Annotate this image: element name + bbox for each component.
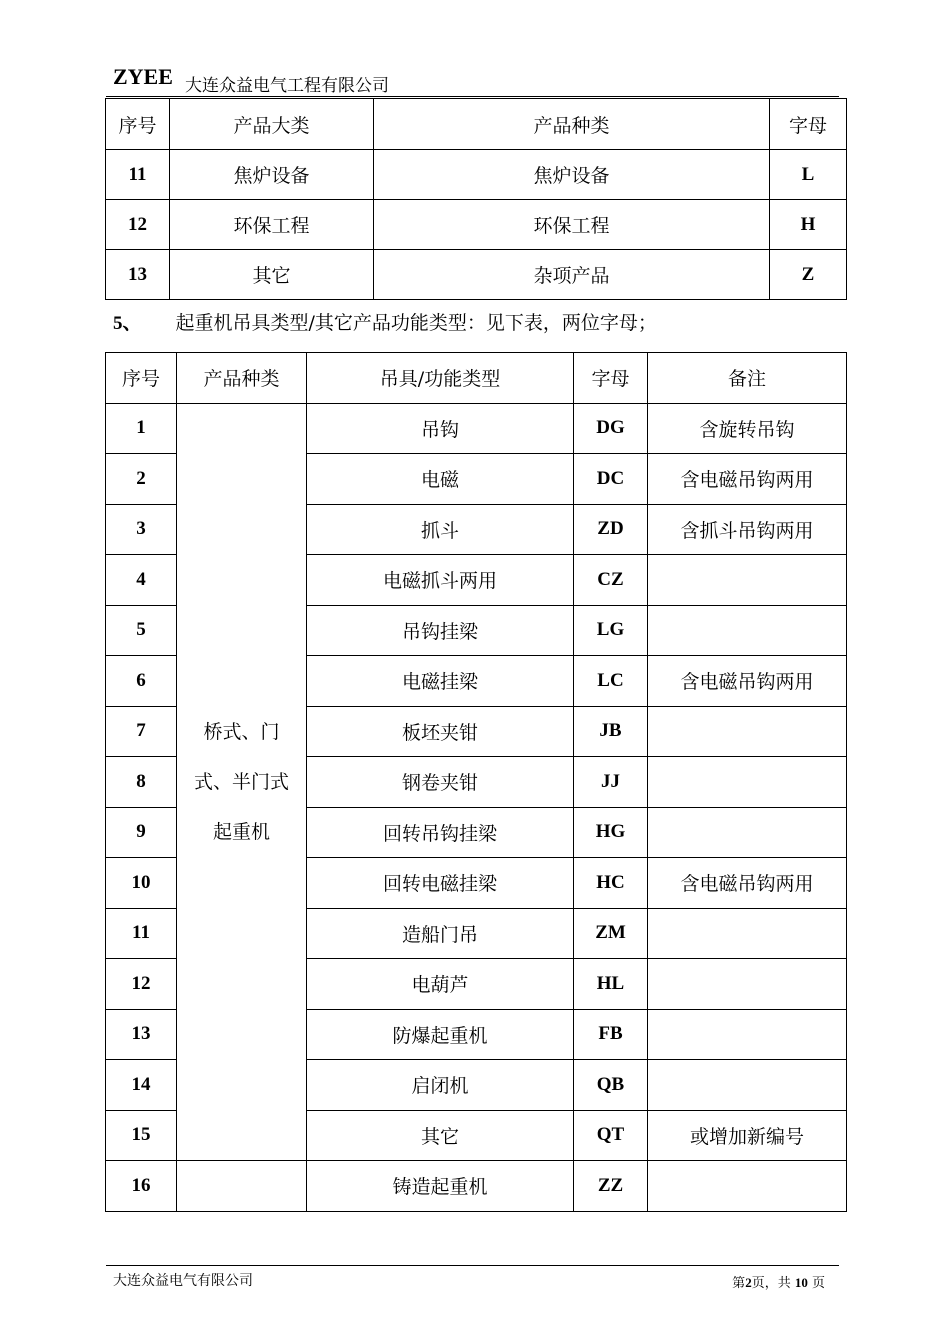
column-header-category: 产品大类 bbox=[170, 99, 374, 150]
row-letter: Z bbox=[770, 250, 847, 300]
row-category: 环保工程 bbox=[170, 200, 374, 250]
row-number: 2 bbox=[106, 454, 177, 505]
row-letter: ZM bbox=[574, 908, 648, 959]
row-number: 15 bbox=[106, 1110, 177, 1161]
row-remark bbox=[648, 807, 847, 858]
row-function-type: 防爆起重机 bbox=[307, 1009, 574, 1060]
row-letter: JB bbox=[574, 706, 648, 757]
row-function-type: 电葫芦 bbox=[307, 959, 574, 1010]
row-number: 13 bbox=[106, 250, 170, 300]
row-function-type: 其它 bbox=[307, 1110, 574, 1161]
row-function-type: 抓斗 bbox=[307, 504, 574, 555]
row-number: 11 bbox=[106, 908, 177, 959]
row-letter: QB bbox=[574, 1060, 648, 1111]
row-remark: 或增加新编号 bbox=[648, 1110, 847, 1161]
row-number: 4 bbox=[106, 555, 177, 606]
table-row bbox=[106, 250, 847, 300]
row-remark bbox=[648, 555, 847, 606]
table-header-row bbox=[106, 353, 847, 404]
row-number: 5 bbox=[106, 605, 177, 656]
row-letter: ZD bbox=[574, 504, 648, 555]
row-type: 焦炉设备 bbox=[374, 150, 770, 200]
footer-company-name: 大连众益电气有限公司 bbox=[113, 1273, 253, 1289]
row-function-type: 吊钩挂梁 bbox=[307, 605, 574, 656]
row-letter: FB bbox=[574, 1009, 648, 1060]
row-letter: JJ bbox=[574, 757, 648, 808]
row-number: 8 bbox=[106, 757, 177, 808]
row-number: 7 bbox=[106, 706, 177, 757]
row-type: 杂项产品 bbox=[374, 250, 770, 300]
product-type-line-1: 桥式、门 bbox=[203, 720, 280, 743]
row-category: 焦炉设备 bbox=[170, 150, 374, 200]
row-remark bbox=[648, 1161, 847, 1212]
row-function-type: 造船门吊 bbox=[307, 908, 574, 959]
row-product-type-empty bbox=[177, 1161, 307, 1212]
spreader-type-table bbox=[105, 352, 847, 1212]
row-function-type: 启闭机 bbox=[307, 1060, 574, 1111]
row-remark: 含旋转吊钩 bbox=[648, 403, 847, 454]
page-header bbox=[113, 62, 843, 96]
row-remark bbox=[648, 1009, 847, 1060]
row-letter: HL bbox=[574, 959, 648, 1010]
row-letter: LC bbox=[574, 656, 648, 707]
column-header-letter: 字母 bbox=[574, 353, 648, 404]
section-text: 起重机吊具类型/其它产品功能类型：见下表，两位字母； bbox=[175, 312, 657, 334]
row-function-type: 电磁 bbox=[307, 454, 574, 505]
brand-logo-text: ZYEE bbox=[113, 64, 173, 89]
column-header-no: 序号 bbox=[106, 99, 170, 150]
row-number: 13 bbox=[106, 1009, 177, 1060]
row-function-type: 吊钩 bbox=[307, 403, 574, 454]
row-letter: HC bbox=[574, 858, 648, 909]
row-function-type: 铸造起重机 bbox=[307, 1161, 574, 1212]
section-number: 5、 bbox=[113, 313, 142, 334]
row-remark bbox=[648, 706, 847, 757]
row-number: 1 bbox=[106, 403, 177, 454]
row-letter: LG bbox=[574, 605, 648, 656]
row-function-type: 回转吊钩挂梁 bbox=[307, 807, 574, 858]
column-header-letter: 字母 bbox=[770, 99, 847, 150]
row-letter: HG bbox=[574, 807, 648, 858]
row-remark: 含电磁吊钩两用 bbox=[648, 858, 847, 909]
column-header-function-type: 吊具/功能类型 bbox=[307, 353, 574, 404]
table-row bbox=[106, 403, 847, 454]
merged-product-type-cell bbox=[177, 403, 307, 1161]
row-letter: L bbox=[770, 150, 847, 200]
row-remark: 含抓斗吊钩两用 bbox=[648, 504, 847, 555]
table-row bbox=[106, 1161, 847, 1212]
product-type-line-2: 式、半门式 bbox=[193, 770, 289, 793]
page-number bbox=[732, 1272, 825, 1291]
page-mid: 页，共 bbox=[751, 1276, 791, 1291]
row-letter: QT bbox=[574, 1110, 648, 1161]
row-remark bbox=[648, 908, 847, 959]
row-number: 16 bbox=[106, 1161, 177, 1212]
row-remark: 含电磁吊钩两用 bbox=[648, 656, 847, 707]
row-type: 环保工程 bbox=[374, 200, 770, 250]
row-remark: 含电磁吊钩两用 bbox=[648, 454, 847, 505]
page-suffix: 页 bbox=[811, 1276, 825, 1291]
page-current: 2 bbox=[745, 1275, 752, 1290]
column-header-remark: 备注 bbox=[648, 353, 847, 404]
row-number: 10 bbox=[106, 858, 177, 909]
row-remark bbox=[648, 757, 847, 808]
row-number: 12 bbox=[106, 200, 170, 250]
page-total: 10 bbox=[794, 1275, 808, 1290]
row-letter: DG bbox=[574, 403, 648, 454]
row-remark bbox=[648, 959, 847, 1010]
footer-divider bbox=[106, 1265, 839, 1266]
table-header-row bbox=[106, 99, 847, 150]
row-function-type: 钢卷夹钳 bbox=[307, 757, 574, 808]
table-row bbox=[106, 150, 847, 200]
row-letter: ZZ bbox=[574, 1161, 648, 1212]
row-function-type: 电磁抓斗两用 bbox=[307, 555, 574, 606]
section-5-heading bbox=[113, 308, 657, 335]
row-letter: H bbox=[770, 200, 847, 250]
row-remark bbox=[648, 605, 847, 656]
row-number: 6 bbox=[106, 656, 177, 707]
row-remark bbox=[648, 1060, 847, 1111]
product-type-line-3: 起重机 bbox=[212, 820, 270, 843]
row-letter: CZ bbox=[574, 555, 648, 606]
column-header-type: 产品种类 bbox=[374, 99, 770, 150]
row-category: 其它 bbox=[170, 250, 374, 300]
row-function-type: 电磁挂梁 bbox=[307, 656, 574, 707]
column-header-product-type: 产品种类 bbox=[177, 353, 307, 404]
row-number: 14 bbox=[106, 1060, 177, 1111]
row-number: 11 bbox=[106, 150, 170, 200]
header-divider bbox=[106, 96, 839, 97]
product-category-table bbox=[105, 98, 847, 300]
page-prefix: 第 bbox=[732, 1276, 746, 1291]
row-number: 9 bbox=[106, 807, 177, 858]
row-letter: DC bbox=[574, 454, 648, 505]
row-function-type: 板坯夹钳 bbox=[307, 706, 574, 757]
header-company-name: 大连众益电气工程有限公司 bbox=[185, 76, 389, 96]
row-function-type: 回转电磁挂梁 bbox=[307, 858, 574, 909]
column-header-no: 序号 bbox=[106, 353, 177, 404]
row-number: 12 bbox=[106, 959, 177, 1010]
row-number: 3 bbox=[106, 504, 177, 555]
table-row bbox=[106, 200, 847, 250]
